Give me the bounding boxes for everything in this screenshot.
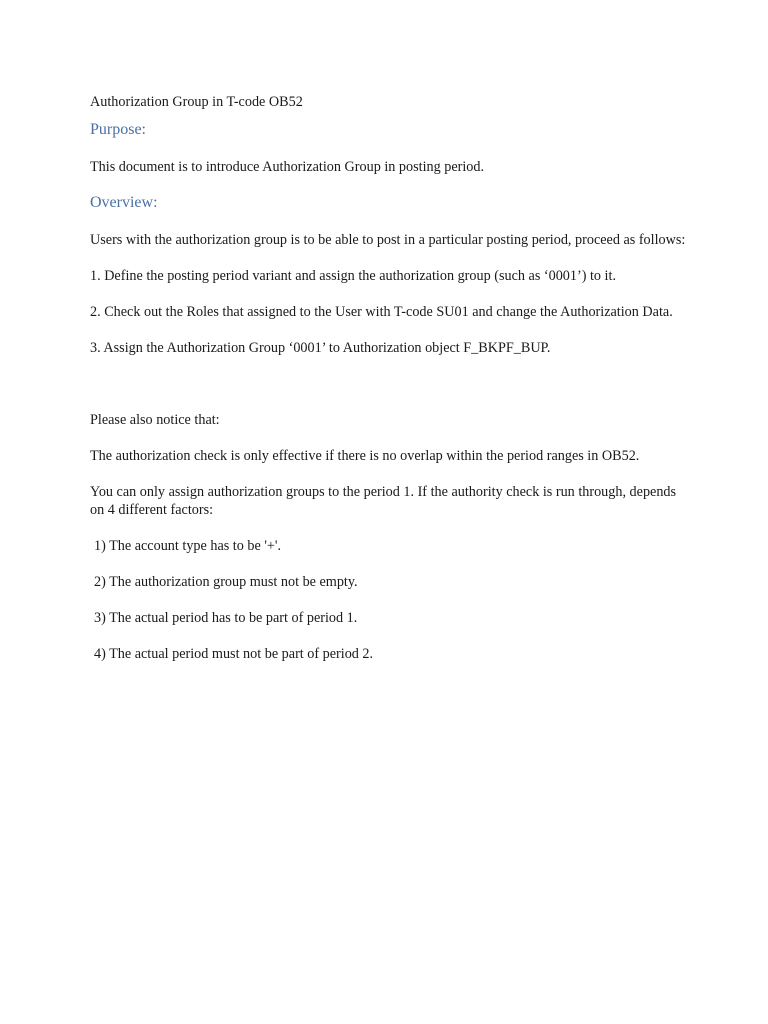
notice-intro: Please also notice that:: [90, 412, 220, 428]
factor-item-3: 3) The actual period has to be part of period 1.: [94, 610, 358, 626]
document-title: Authorization Group in T-code OB52: [90, 94, 303, 110]
document-page: [90, 93, 690, 663]
factor-item-4: 4) The actual period must not be part of period 2.: [94, 646, 374, 662]
step-item-3: 3. Assign the Authorization Group ‘0001’ to Authorization object F_BKPF_BUP.: [90, 340, 551, 356]
notice-text-2: You can only assign authorization groups to the period 1. If the authority check is run through, depends on 4 different factors:: [90, 484, 677, 518]
purpose-text: This document is to introduce Authorization Group in posting period.: [90, 159, 485, 175]
notice-text-1: The authorization check is only effective if there is no overlap within the period ranges in OB52.: [90, 448, 640, 464]
overview-heading: Overview:: [90, 194, 158, 211]
step-item-2: 2. Check out the Roles that assigned to the User with T-code SU01 and change the Authorization Data.: [90, 304, 673, 320]
purpose-heading: Purpose:: [90, 121, 146, 138]
step-item-1: 1. Define the posting period variant and assign the authorization group (such as ‘0001’) to it.: [90, 268, 616, 284]
factor-item-1: 1) The account type has to be '+'.: [94, 538, 281, 554]
overview-intro: Users with the authorization group is to be able to post in a particular posting period, proceed as follows:: [90, 232, 686, 248]
factor-item-2: 2) The authorization group must not be empty.: [94, 574, 358, 590]
